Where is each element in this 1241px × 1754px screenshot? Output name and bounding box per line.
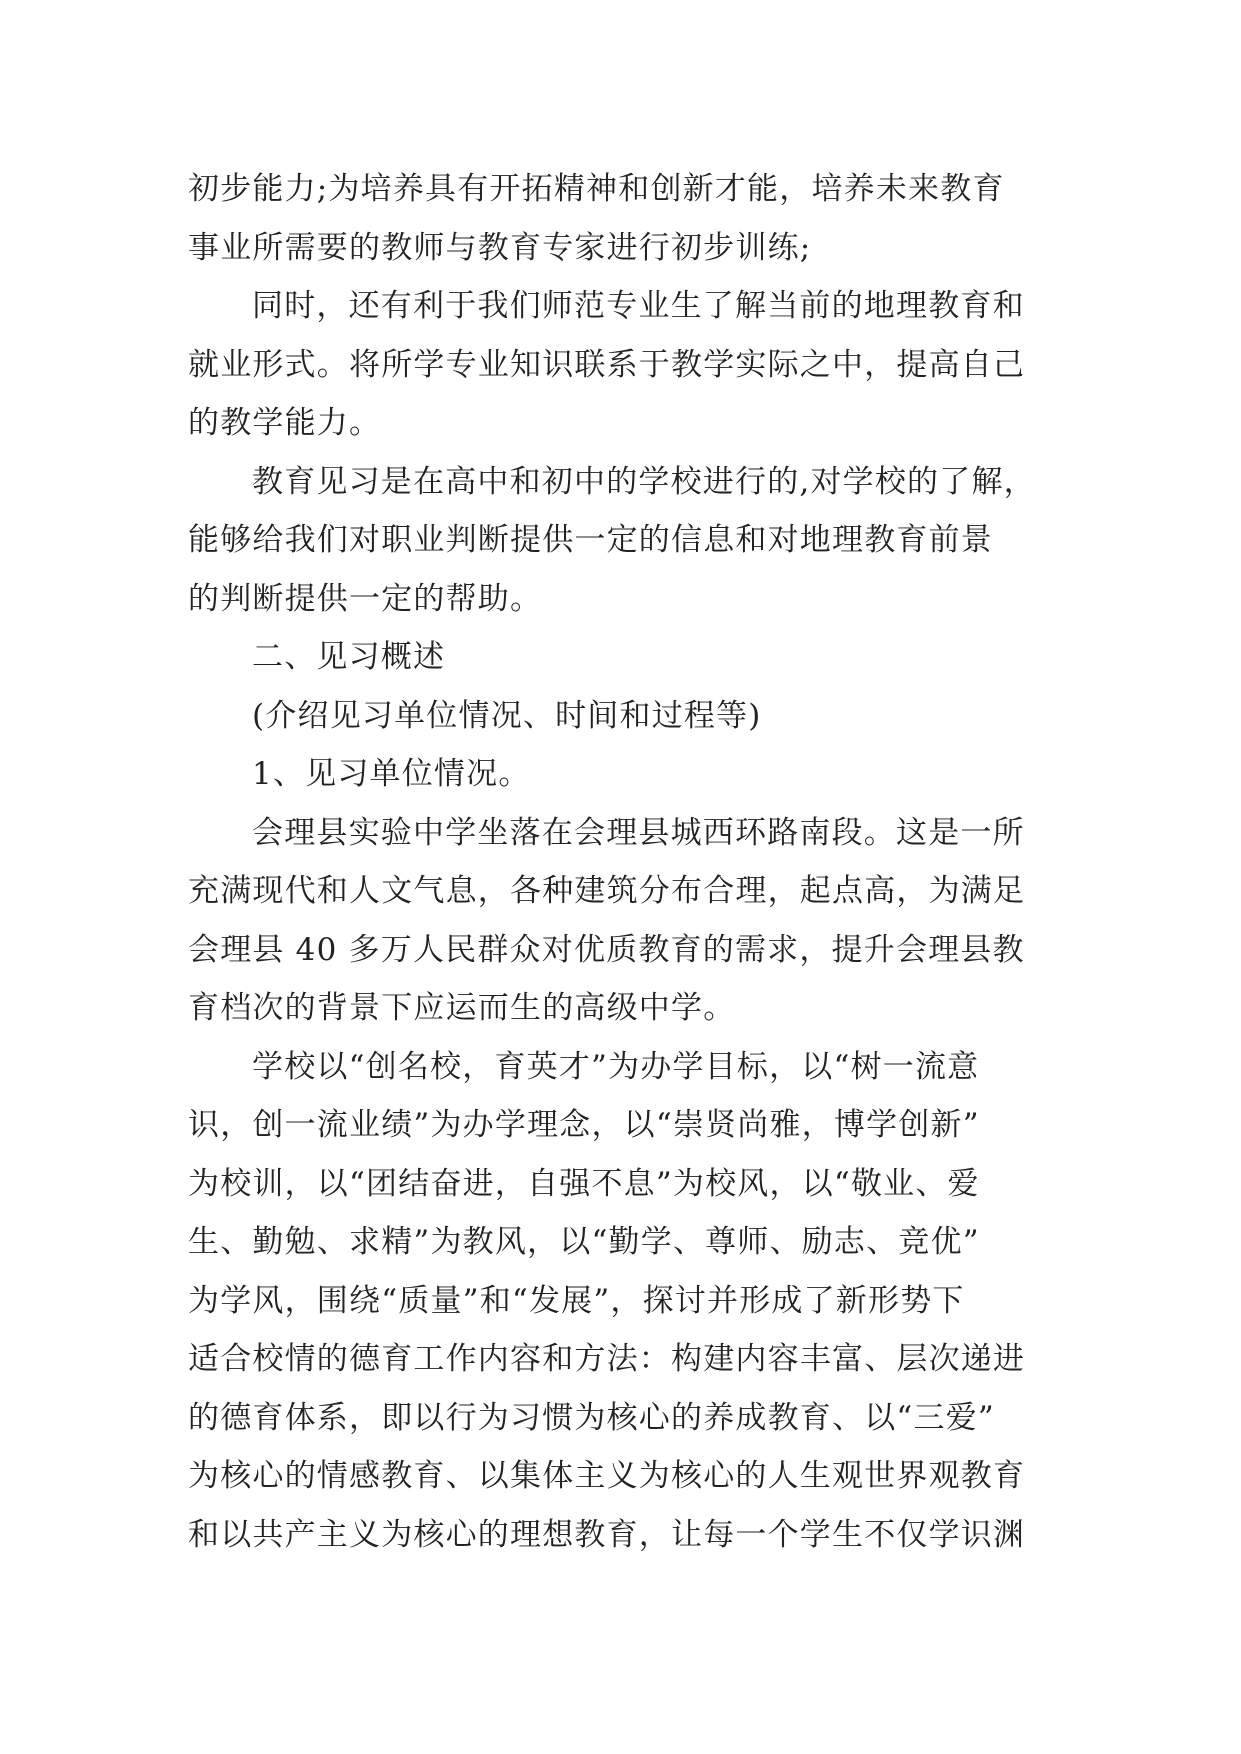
text-line-continuation: 和以共产主义为核心的理想教育，让每一个学生不仅学识渊: [188, 1516, 1026, 1553]
subsection-heading: 1、见习单位情况。: [252, 756, 531, 792]
text-line-continuation: 生、勤勉、求精”为教风，以“勤学、尊师、励志、竞优”: [188, 1224, 980, 1260]
text-line-continuation: 初步能力;为培养具有开拓精神和创新才能，培养未来教育: [188, 171, 1005, 207]
text-line-continuation: 充满现代和人文气息，各种建筑分布合理，起点高，为满足: [188, 873, 1026, 909]
section-heading: 二、见习概述: [252, 639, 446, 675]
text-line-paragraph-start: 同时，还有利于我们师范专业生了解当前的地理教育和: [252, 288, 1025, 324]
text-line-paragraph-start: 学校以“创名校，育英才”为办学目标，以“树一流意: [252, 1048, 980, 1085]
body-text: [188, 160, 1048, 1564]
text-line-paragraph-start: 教育见习是在高中和初中的学校进行的,对学校的了解，: [252, 463, 1036, 500]
text-line-continuation: 适合校情的德育工作内容和方法：构建内容丰富、层次递进: [188, 1341, 1026, 1377]
text-line-continuation: 的判断提供一定的帮助。: [188, 580, 543, 617]
text-line-continuation: 的教学能力。: [188, 405, 382, 441]
text-line-continuation: 为学风，围绕“质量”和“发展”，探讨并形成了新形势下: [188, 1282, 965, 1319]
text-line-continuation: 就业形式。将所学专业知识联系于教学实际之中，提高自己: [188, 346, 1026, 383]
text-line-continuation: 的德育体系，即以行为习惯为核心的养成教育、以“三爱”: [188, 1399, 995, 1436]
text-line-continuation: 能够给我们对职业判断提供一定的信息和对地理教育前景: [188, 522, 993, 558]
text-line-continuation: 育档次的背景下应运而生的高级中学。: [188, 990, 736, 1026]
text-line-continuation: 为校训，以“团结奋进，自强不息”为校风，以“敬业、爱: [188, 1165, 980, 1202]
text-line-paragraph-start: 会理县实验中学坐落在会理县城西环路南段。这是一所: [252, 814, 1025, 851]
text-line-continuation: 为核心的情感教育、以集体主义为核心的人生观世界观教育: [188, 1458, 1026, 1494]
text-line-continuation: 会理县 40 多万人民群众对优质教育的需求，提升会理县教: [188, 931, 1025, 968]
section-note: (介绍见习单位情况、时间和过程等): [252, 697, 762, 734]
text-line-continuation: 识，创一流业绩”为办学理念，以“崇贤尚雅，博学创新”: [188, 1107, 980, 1143]
text-line-continuation: 事业所需要的教师与教育专家进行初步训练;: [188, 229, 812, 266]
